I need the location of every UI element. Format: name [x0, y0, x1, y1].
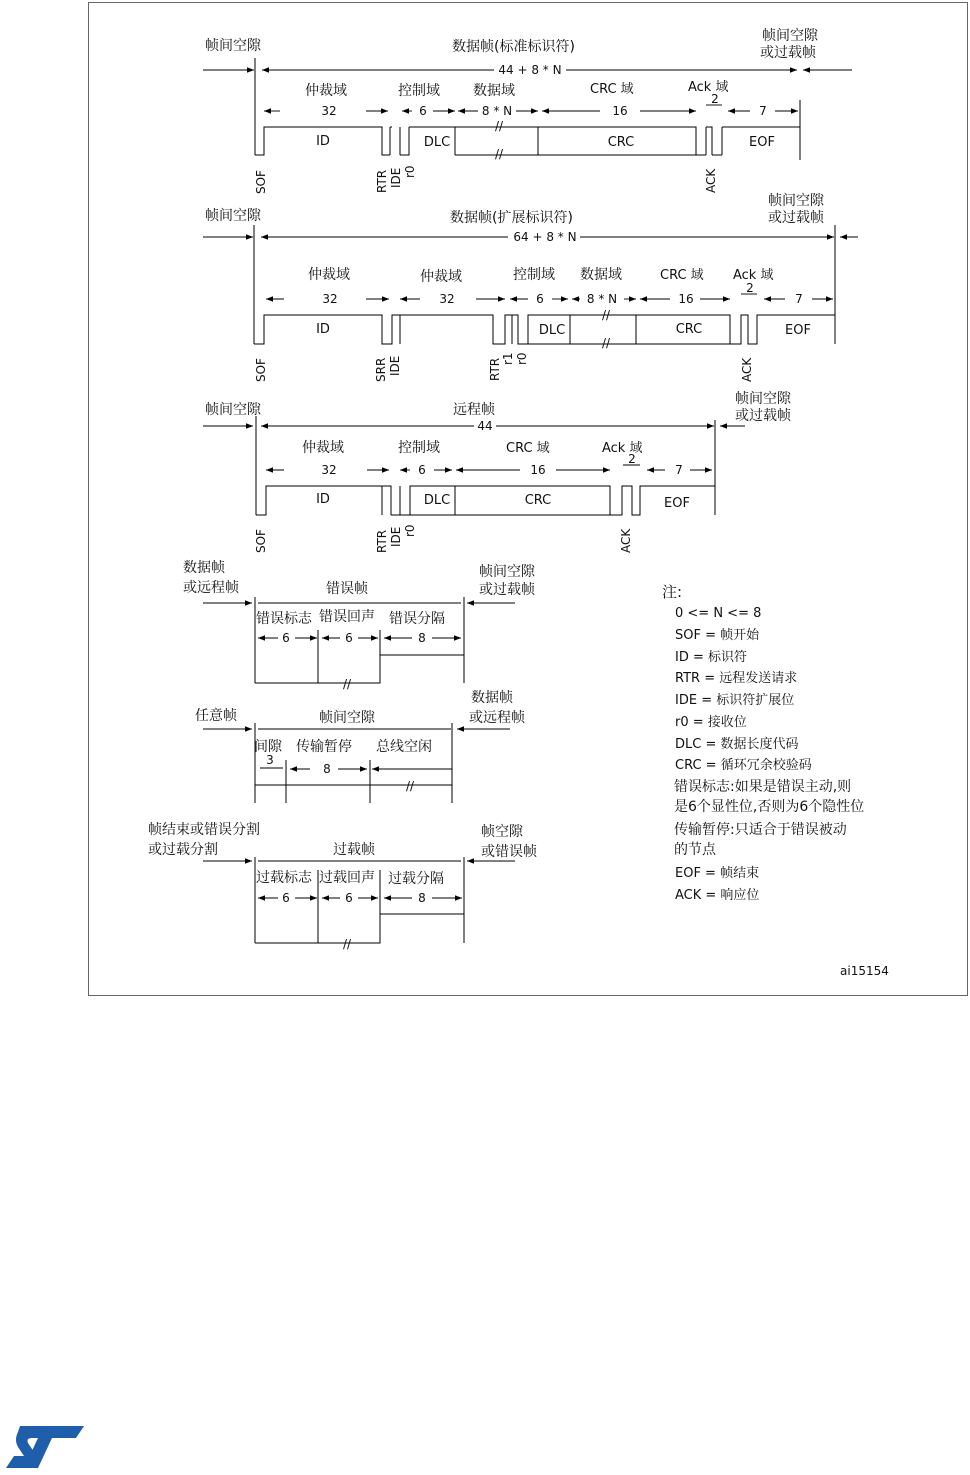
- d2-crc: CRC: [675, 322, 703, 337]
- d2-w16: 16: [678, 292, 694, 306]
- d5-idle: 总线空闲: [376, 739, 432, 755]
- d2-ack: ACK: [740, 357, 754, 382]
- d6-echo: 过载回声: [319, 870, 375, 886]
- d4-w6a: 6: [282, 631, 290, 645]
- d3-ack: ACK: [619, 528, 633, 553]
- d1-ctrl: 控制域: [398, 83, 440, 99]
- d1-ide: IDE: [389, 167, 403, 188]
- d2-eof: EOF: [785, 323, 811, 338]
- d4-w8: 8: [418, 631, 426, 645]
- d5-inter: 间隙: [254, 739, 282, 755]
- error-frame: [183, 559, 536, 691]
- d3-rtr: RTR: [375, 529, 389, 553]
- note-item: CRC = 循环冗余校验码: [675, 758, 812, 773]
- d1-ack-field: Ack 域: [688, 80, 729, 95]
- d6-title: 过载帧: [333, 842, 375, 858]
- note-item: RTR = 远程发送请求: [675, 671, 798, 686]
- d3-dlc: DLC: [423, 493, 451, 508]
- d5-suspend: 传输暂停: [296, 739, 352, 755]
- d2-title: 数据帧(扩展标识符): [450, 210, 573, 226]
- d1-ack: ACK: [704, 168, 718, 193]
- d3-title: 远程帧: [453, 402, 495, 418]
- note-item: IDE = 标识符扩展位: [675, 693, 795, 708]
- d2-arb2: 仲裁域: [420, 269, 462, 285]
- d6-w8: 8: [418, 891, 426, 905]
- d3-ack-field: Ack 域: [602, 441, 643, 456]
- d4-echo: 错误回声: [319, 609, 375, 625]
- note-item: 的节点: [674, 842, 716, 858]
- notes: [662, 583, 864, 903]
- d1-gap-left: 帧间空隙: [205, 38, 261, 54]
- note-item: 错误标志:如果是错误主动,则: [674, 779, 852, 795]
- d5-right-2: 或远程帧: [469, 710, 525, 726]
- d6-left-1: 帧结束或错误分割: [148, 822, 260, 838]
- d1-w6: 6: [419, 104, 427, 118]
- st-logo: [6, 1424, 86, 1470]
- d1-crc-field: CRC 域: [590, 82, 634, 97]
- d4-right-2: 或过载帧: [479, 582, 535, 598]
- d1-w16: 16: [612, 104, 628, 118]
- d2-r0: r0: [515, 352, 529, 365]
- figure-id: ai15154: [840, 964, 889, 978]
- d3-ide: IDE: [389, 526, 403, 547]
- d5-right-1: 数据帧: [471, 690, 513, 706]
- d5-title: 帧间空隙: [319, 710, 375, 726]
- d2-crc-field: CRC 域: [660, 268, 704, 283]
- d6-w6a: 6: [282, 891, 290, 905]
- d3-w6: 6: [418, 463, 426, 477]
- d3-crc: CRC: [524, 493, 552, 508]
- d1-w7: 7: [759, 104, 767, 118]
- d4-left-2: 或远程帧: [183, 580, 239, 596]
- d2-w32a: 32: [322, 292, 338, 306]
- d6-w6b: 6: [345, 891, 353, 905]
- d3-ctrl: 控制域: [398, 440, 440, 456]
- d1-data: 数据域: [473, 83, 515, 99]
- d3-sof: SOF: [254, 529, 268, 553]
- d3-id: ID: [316, 492, 330, 507]
- d3-total: 44: [477, 419, 493, 433]
- d2-gap-right-1: 帧间空隙: [768, 193, 824, 209]
- note-item: 是6个显性位,否则为6个隐性位: [674, 799, 865, 815]
- d6-delim: 过载分隔: [388, 871, 444, 887]
- d4-flag: 错误标志: [256, 611, 312, 627]
- d5-w8: 8: [323, 762, 331, 776]
- d2-w6: 6: [536, 292, 544, 306]
- d2-ide: IDE: [388, 355, 402, 376]
- d2-gap-right-2: 或过载帧: [768, 210, 824, 226]
- d4-left-1: 数据帧: [183, 560, 225, 576]
- d2-sof: SOF: [254, 358, 268, 382]
- d3-gap-left: 帧间空隙: [205, 402, 261, 418]
- d1-title: 数据帧(标准标识符): [452, 39, 575, 55]
- d1-dlc: DLC: [423, 135, 451, 150]
- d1-w8n: 8 * N: [481, 104, 513, 118]
- d2-ack-field: Ack 域: [733, 268, 774, 283]
- d1-sof: SOF: [254, 170, 268, 194]
- note-item: ACK = 响应位: [675, 888, 760, 903]
- d3-gap-right-1: 帧间空隙: [735, 391, 791, 407]
- d6-left-2: 或过载分割: [148, 842, 218, 858]
- d2-ctrl: 控制域: [513, 267, 555, 283]
- d1-gap-right-1: 帧间空隙: [762, 28, 818, 44]
- svg-text://: //: [602, 308, 611, 322]
- d1-total: 44 + 8 * N: [498, 63, 562, 77]
- d5-left: 任意帧: [195, 708, 237, 724]
- svg-text://: //: [495, 119, 504, 133]
- svg-text://: //: [495, 147, 504, 161]
- d3-w16: 16: [530, 463, 546, 477]
- note-item: SOF = 帧开始: [675, 628, 760, 643]
- d1-arb: 仲裁域: [305, 83, 347, 99]
- d2-data: 数据域: [580, 267, 622, 283]
- remote-frame: [203, 390, 792, 553]
- d3-arb: 仲裁域: [302, 440, 344, 456]
- overload-frame: [148, 821, 538, 951]
- d1-eof: EOF: [749, 135, 775, 150]
- svg-text://: //: [343, 937, 352, 951]
- note-item: r0 = 接收位: [675, 715, 747, 730]
- d2-total: 64 + 8 * N: [513, 230, 577, 244]
- d1-gap-right-2: 或过载帧: [760, 45, 816, 61]
- d1-r0: r0: [403, 165, 417, 178]
- d6-flag: 过载标志: [256, 870, 312, 886]
- svg-text://: //: [343, 677, 352, 691]
- d1-w2: 2: [711, 92, 719, 106]
- d3-crc-field: CRC 域: [506, 441, 550, 456]
- d2-w7: 7: [795, 292, 803, 306]
- d3-r0: r0: [403, 524, 417, 537]
- extended-data-frame: [203, 192, 858, 382]
- d2-w8n: 8 * N: [586, 292, 618, 306]
- d1-crc: CRC: [607, 135, 635, 150]
- d3-w32: 32: [321, 463, 337, 477]
- svg-text://: //: [406, 779, 415, 793]
- d1-w32: 32: [321, 104, 337, 118]
- d4-w6b: 6: [345, 631, 353, 645]
- notes-title: 注:: [662, 583, 683, 601]
- svg-text://: //: [602, 336, 611, 350]
- standard-data-frame: [203, 27, 852, 194]
- d3-w7: 7: [675, 463, 683, 477]
- d3-w2: 2: [628, 452, 636, 466]
- d2-srr: SRR: [374, 357, 388, 382]
- d2-gap-left: 帧间空隙: [205, 208, 261, 224]
- d4-title: 错误帧: [326, 581, 368, 597]
- d3-eof: EOF: [664, 496, 690, 511]
- interframe-space: [195, 689, 526, 803]
- d5-w3: 3: [266, 753, 274, 767]
- d3-gap-right-2: 或过载帧: [735, 408, 791, 424]
- d2-r1: r1: [501, 352, 515, 365]
- d1-id: ID: [316, 134, 330, 149]
- note-item: DLC = 数据长度代码: [675, 737, 799, 752]
- d4-delim: 错误分隔: [389, 611, 445, 627]
- d2-rtr: RTR: [488, 357, 502, 381]
- d4-right-1: 帧间空隙: [479, 564, 535, 580]
- d6-right-2: 或错误帧: [481, 844, 537, 860]
- note-item: EOF = 帧结束: [675, 866, 760, 881]
- note-item: ID = 标识符: [675, 650, 748, 665]
- d2-w2: 2: [746, 281, 754, 295]
- d1-rtr: RTR: [375, 169, 389, 193]
- d2-dlc: DLC: [538, 323, 566, 338]
- note-item: 0 <= N <= 8: [675, 606, 762, 621]
- d6-right-1: 帧空隙: [481, 824, 523, 840]
- d2-arb1: 仲裁域: [308, 267, 350, 283]
- d2-id: ID: [316, 322, 330, 337]
- d2-w32b: 32: [439, 292, 455, 306]
- note-item: 传输暂停:只适合于错误被动: [674, 822, 847, 838]
